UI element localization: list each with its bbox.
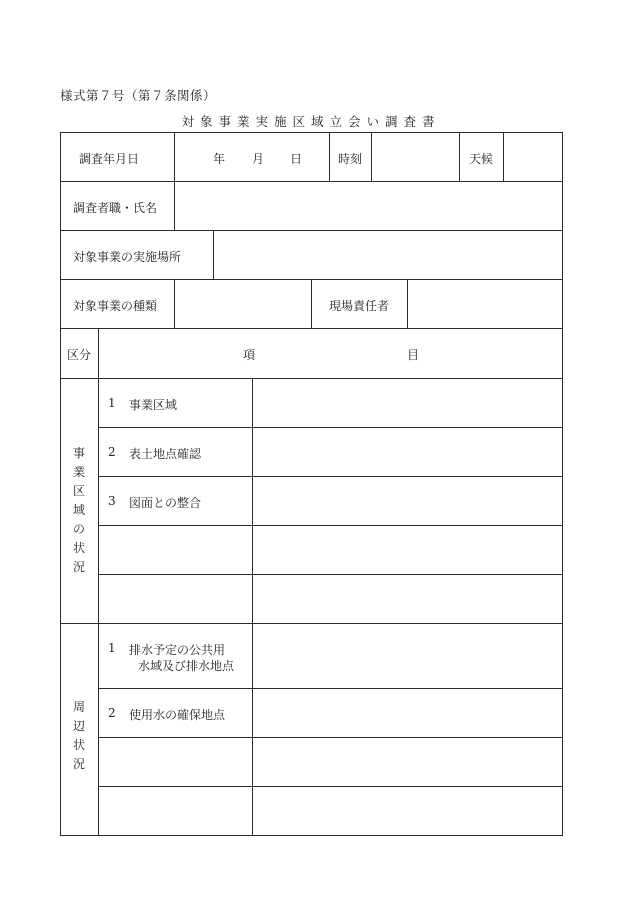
- item-number: 1: [108, 396, 116, 410]
- table-border-right: [562, 132, 563, 836]
- col-divider: [213, 230, 214, 279]
- col-divider: [98, 328, 99, 836]
- col-divider: [252, 378, 253, 836]
- time-label: 時刻: [338, 152, 363, 166]
- row-divider: [98, 688, 563, 689]
- location-label: 対象事業の実施場所: [73, 250, 182, 264]
- row-divider: [98, 574, 563, 575]
- form-number: 様式第７号（第７条関係）: [60, 88, 217, 103]
- item-header-2: 目: [407, 348, 420, 362]
- section-divider: [60, 623, 563, 624]
- row-divider: [60, 230, 563, 231]
- row-divider: [98, 476, 563, 477]
- col-divider: [329, 132, 330, 181]
- col-divider: [459, 132, 460, 181]
- item-number: 3: [108, 494, 116, 508]
- col-divider: [174, 181, 175, 230]
- row-divider: [98, 786, 563, 787]
- item-number: 2: [108, 706, 116, 720]
- col-divider: [407, 279, 408, 328]
- table-border-bottom: [60, 835, 563, 836]
- item-text: 図面との整合: [129, 496, 202, 510]
- survey-date-label: 調査年月日: [79, 152, 140, 166]
- item-number: 2: [108, 445, 116, 459]
- table-border-top: [60, 132, 563, 133]
- item-text: 排水予定の公共用: [129, 643, 226, 657]
- row-divider: [98, 427, 563, 428]
- col-divider: [371, 132, 372, 181]
- weather-label: 天候: [469, 152, 494, 166]
- item-text: 事業区域: [129, 398, 178, 412]
- row-divider: [60, 181, 563, 182]
- col-divider: [174, 132, 175, 181]
- row-divider: [60, 328, 563, 329]
- item-number: 1: [108, 641, 116, 655]
- month-label: 月: [252, 152, 265, 166]
- section-label-surroundings: 周 辺 状 況: [72, 700, 85, 771]
- project-type-label: 対象事業の種類: [73, 299, 158, 313]
- item-text-continued: 水域及び排水地点: [138, 659, 235, 673]
- item-text: 表土地点確認: [129, 447, 202, 461]
- section-label-project-area: 事 業 区 域 の 状 況: [72, 446, 85, 574]
- category-label: 区分: [67, 348, 92, 362]
- row-divider: [98, 737, 563, 738]
- col-divider: [503, 132, 504, 181]
- day-label: 日: [290, 152, 303, 166]
- surveyor-label: 調査者職・氏名: [73, 201, 158, 215]
- row-divider: [60, 378, 563, 379]
- col-divider: [311, 279, 312, 328]
- item-text: 使用水の確保地点: [129, 708, 226, 722]
- site-manager-label: 現場責任者: [329, 299, 390, 313]
- col-divider: [174, 279, 175, 328]
- item-header-1: 項: [243, 348, 256, 362]
- row-divider: [98, 525, 563, 526]
- document-title: 対象事業実施区域立会い調査書: [181, 114, 441, 129]
- year-label: 年: [213, 152, 226, 166]
